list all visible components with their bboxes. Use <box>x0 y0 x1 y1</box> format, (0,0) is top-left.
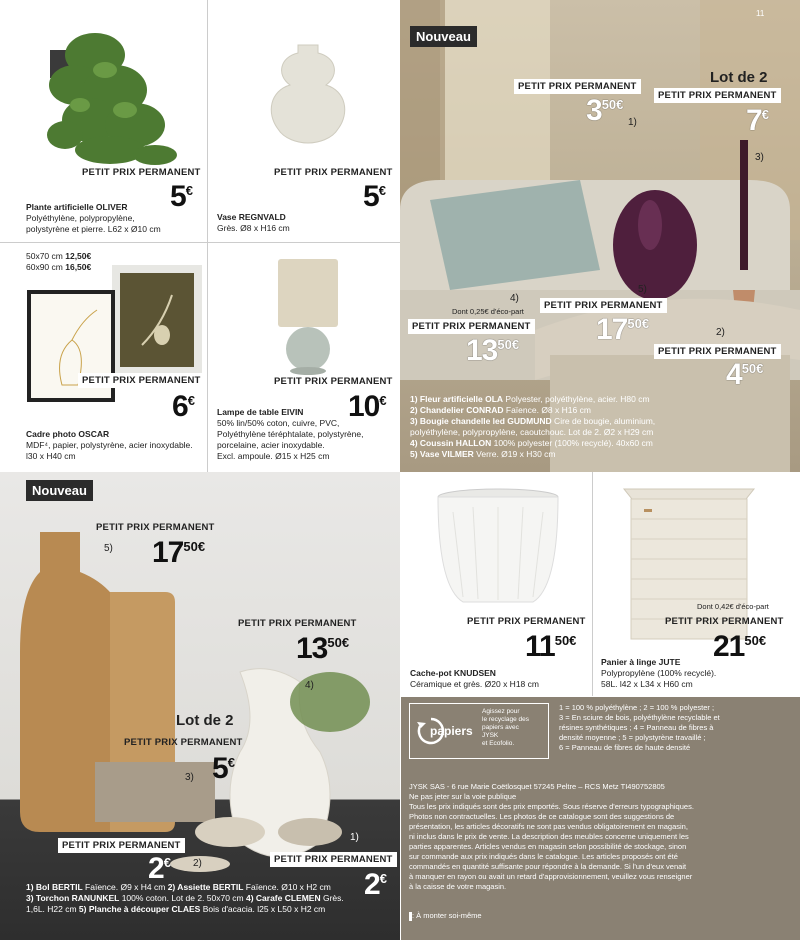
nouveau-tag: Nouveau <box>410 26 477 47</box>
legal-text: JYSK SAS - 6 rue Marie Coëtlosquet 57245 Peltre – RCS Metz TI490752805 Ne pas jeter sur la voie publique Tous les prix indiqués sont des prix emportés. Sous réserve d'erreurs typographiques. Photos non contractuelles. Les photos de ce catalogue sont des suggestions de présentation, les articles décoratifs ne sont pas vendus obligatoirement en magasin, ni inclus dans le prix de vente. La description des meubles concerne uniquement les parties apparentes. Articles vendus en magasin selon possibilité de stockage, sinon sur commande aux prix indiqués dans le catalogue. Les articles proposés ont été commandés en quantité suffisante pour répondre à la demande. Si l'un d'eux venait à manquer en rayon ou avait un retard d'approvisionnement, veuillez vous renseigner à la caisse de votre magasin. <box>409 782 694 891</box>
product-oliver[interactable] <box>0 0 207 242</box>
lot-label: Lot de 2 <box>710 69 768 86</box>
price-clemen: $13^{50€}$ <box>296 632 350 665</box>
nouveau-tag: Nouveau <box>26 480 93 501</box>
recycle-box <box>409 703 549 759</box>
vase-image <box>263 40 353 160</box>
pp-label: PETIT PRIX PERMANENT <box>654 344 781 359</box>
pp-label: PETIT PRIX PERMANENT <box>274 167 393 178</box>
eco-part-hallon: Dont 0,25€ d'éco-part <box>452 307 524 316</box>
product-jute[interactable] <box>593 473 800 696</box>
lot-label: Lot de 2 <box>176 712 234 729</box>
num-vilmer: 5) <box>638 284 647 295</box>
recycle-logo-text: papiers <box>430 724 473 738</box>
num-conrad: 2) <box>716 327 725 338</box>
product-regnvald[interactable] <box>208 0 400 242</box>
price-oscar: 6€ <box>172 390 195 423</box>
eco-part-jute: Dont 0,42€ d'éco-part <box>697 602 769 611</box>
num-gudmund: 3) <box>755 152 764 163</box>
price-knudsen: $11^{50€}$ <box>525 630 577 663</box>
pp-label: PETIT PRIX PERMANENT <box>408 319 535 334</box>
pp-label: PETIT PRIX PERMANENT <box>665 616 784 627</box>
info-panel <box>401 697 800 940</box>
pp-label: PETIT PRIX PERMANENT <box>540 298 667 313</box>
pp-label: PETIT PRIX PERMANENT <box>58 838 185 853</box>
price-eivin: 10€ <box>348 390 387 423</box>
desc-oliver: Plante artificielle OLIVER Polyéthylène, polypropylène, polystyrène et pierre. L62 x Ø10 cm <box>26 202 161 234</box>
price-oliver: 5€ <box>170 180 193 213</box>
price-bertil-plate: 2€ <box>148 852 171 885</box>
pp-label: PETIT PRIX PERMANENT <box>124 737 243 748</box>
price-ranunkel: 5€ <box>212 752 235 785</box>
num-bertil-plate: 2) <box>193 858 202 869</box>
price-conrad: $4^{50€}$ <box>726 358 764 391</box>
plant-image <box>35 15 185 175</box>
oscar-sizes: 50x70 cm 12,50€ 60x90 cm 16,50€ <box>26 251 92 272</box>
pp-label: PETIT PRIX PERMANENT <box>467 616 586 627</box>
page-number: 11 <box>756 9 765 18</box>
price-jute: $21^{50€}$ <box>713 630 767 663</box>
kitchen-description: 1) Bol BERTIL Faïence. Ø9 x H4 cm 2) Assiette BERTIL Faïence. Ø10 x H2 cm 3) Torchon RANUNKEL 100% coton. Lot de 2. 50x70 cm 4) Carafe CLEMEN Grès. 1,6L. H22 cm 5) Planche à découper CLAES Bois d'acacia. l25 x L50 x H2 cm <box>26 882 344 914</box>
price-bertil-bowl: 2€ <box>364 868 387 901</box>
desc-eivin: Lampe de table EIVIN 50% lin/50% coton, cuivre, PVC, Polyéthylène téréphtalate, polystyrène, porcelaine, acier inoxydable. Excl. ampoule. Ø15 x H25 cm <box>217 407 364 461</box>
pp-label: PETIT PRIX PERMANENT <box>270 852 397 867</box>
price-ola: $3^{50€}$ <box>586 94 624 127</box>
desc-knudsen: Cache-pot KNUDSEN Céramique et grès. Ø20 x H18 cm <box>410 668 539 689</box>
num-ranunkel: 3) <box>185 772 194 783</box>
price-gudmund: 7€ <box>746 104 769 137</box>
lamp-image <box>268 257 348 377</box>
num-clemen: 4) <box>305 680 314 691</box>
product-knudsen[interactable] <box>401 473 592 696</box>
price-regnvald: 5€ <box>363 180 386 213</box>
hero-description: 1) Fleur artificielle OLA Polyester, polyéthylène, acier. H80 cm 2) Chandelier CONRAD Faïence. Ø8 x H16 cm 3) Bougie chandelle led GUDMUND Cire de bougie, aluminium, polyéthylène, polypropylène, caoutchouc. Lot de 2. Ø2 x H29 cm 4) Coussin HALLON 100% polyester (100% recyclé). 40x60 cm 5) Vase VILMER Verre. Ø19 x H30 cm <box>410 394 656 459</box>
hero-living-room <box>400 0 800 472</box>
pp-label: PETIT PRIX PERMANENT <box>238 618 357 629</box>
price-vilmer: $17^{50€}$ <box>596 313 650 346</box>
num-ola: 1) <box>628 117 637 128</box>
price-hallon: $13^{50€}$ <box>466 334 520 367</box>
kitchen-scene <box>0 472 400 940</box>
desc-jute: Panier à linge JUTE Polypropylène (100% recyclé). 58L. l42 x L34 x H60 cm <box>601 657 717 689</box>
desc-regnvald: Vase REGNVALD Grès. Ø8 x H16 cm <box>217 212 290 233</box>
pp-label: PETIT PRIX PERMANENT <box>96 522 215 533</box>
pp-label: PETIT PRIX PERMANENT <box>78 373 205 388</box>
product-eivin[interactable] <box>208 243 400 472</box>
pp-label: PETIT PRIX PERMANENT <box>514 79 641 94</box>
num-bertil-bowl: 1) <box>350 832 359 843</box>
pp-label: PETIT PRIX PERMANENT <box>274 376 393 387</box>
product-oscar[interactable] <box>0 243 207 472</box>
recycle-text: Agissez pour le recyclage des papiers avec JYSK et Ecofolio. <box>482 708 529 747</box>
num-hallon: 4) <box>510 293 519 304</box>
pp-label: PETIT PRIX PERMANENT <box>82 167 201 178</box>
price-claes: $17^{50€}$ <box>152 536 206 569</box>
num-claes: 5) <box>104 543 113 554</box>
assembly-note: : À monter soi-même <box>409 911 482 921</box>
desc-oscar: Cadre photo OSCAR MDF⁴, papier, polystyrène, acier inoxydable. l30 x H40 cm <box>26 429 193 461</box>
pot-image <box>433 487 563 607</box>
pp-label: PETIT PRIX PERMANENT <box>654 88 781 103</box>
material-legend: 1 = 100 % polyéthylène ; 2 = 100 % polyester ; 3 = En sciure de bois, polyéthylène recyclable et résines synthétiques ; 4 = Panneau de fibres à densité moyenne ; 5 = polystyrène travaillé ; 6 = Panneau de fibres de haute densité <box>559 703 720 752</box>
